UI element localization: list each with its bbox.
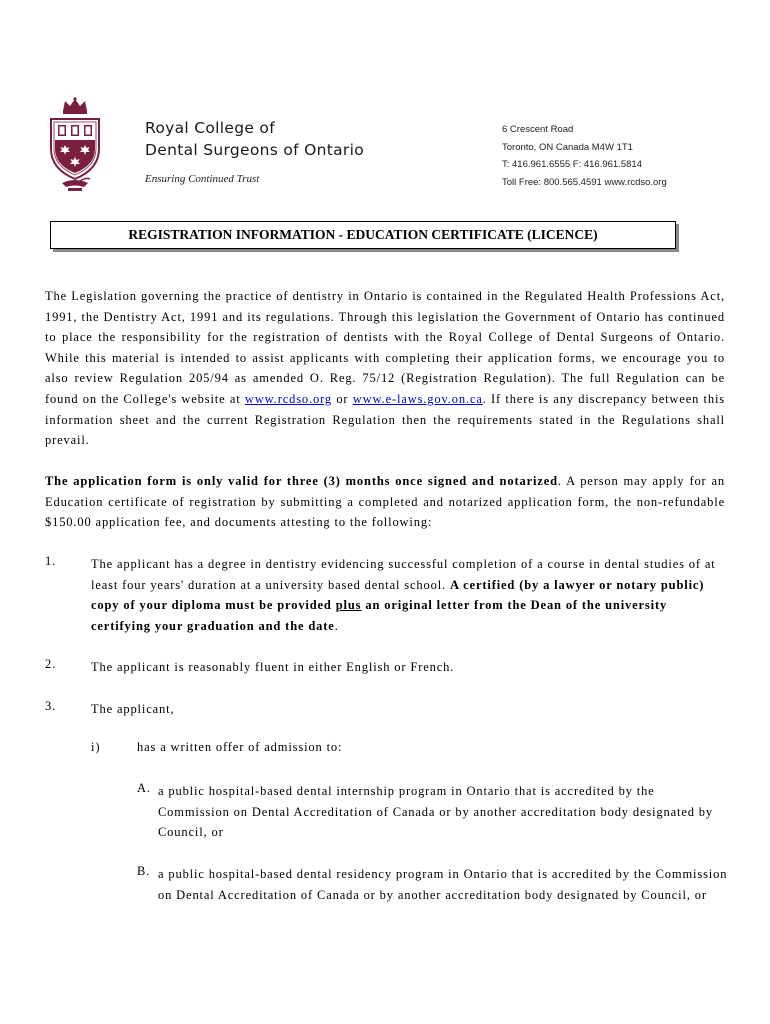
tagline: Ensuring Continued Trust [145, 173, 260, 185]
item1-bold-b: an original letter from the Dean of the university certifying your graduation and the date [91, 598, 668, 633]
intro-or: or [332, 391, 353, 406]
item3-number: 3. [45, 699, 57, 713]
item1-number: 1. [45, 554, 57, 568]
option-b-letter: B. [137, 864, 151, 878]
option-a-letter: A. [137, 781, 151, 795]
item1-end: . [334, 618, 339, 633]
validity-rest: . A person may apply for an Education certificate of registration by submitting a completed and notarized application form, the non-refundable $150.00 application fee, and documents attesting to the following: [45, 474, 725, 530]
org-name-line2: Dental Surgeons of Ontario [145, 141, 364, 159]
item1-plus: plus [335, 598, 362, 613]
sub-item-i-text: has a written offer of admission to: [137, 740, 343, 754]
validity-paragraph [45, 471, 725, 533]
address-tollfree-web: Toll Free: 800.565.4591 www.rcdso.org [502, 176, 667, 188]
item2-text: The applicant is reasonably fluent in either English or French. [91, 660, 455, 674]
document-title: REGISTRATION INFORMATION - EDUCATION CERTIFICATE (LICENCE) [128, 227, 598, 242]
validity-notice: The application form is only valid for three (3) months once signed and notarized [45, 474, 558, 488]
contact-address [502, 121, 667, 191]
org-name-line1: Royal College of [145, 119, 275, 137]
organization-name [145, 117, 364, 161]
option-a-text: a public hospital-based dental internship program in Ontario that is accredited by the Commission on Dental Accreditation of Canada or by another accreditation body designated by Council, or [158, 784, 713, 840]
rcdso-link[interactable]: www.rcdso.org [244, 391, 332, 406]
address-street: 6 Crescent Road [502, 124, 574, 135]
sub-item-i-number: i) [91, 740, 101, 754]
item2-number: 2. [45, 657, 57, 671]
address-city: Toronto, ON Canada M4W 1T1 [502, 141, 633, 153]
elaws-link[interactable]: www.e-laws.gov.on.ca [352, 391, 483, 406]
option-b-text: a public hospital-based dental residency program in Ontario that is accredited by the Commission on Dental Accreditation of Canada or by another accreditation body designated by Council, or [158, 867, 728, 902]
title-box [50, 221, 676, 249]
item3-text: The applicant, [91, 702, 175, 716]
item1-bold-a: A certified (by a lawyer or notary public) copy of your diploma must be provided [91, 577, 705, 613]
intro-text: The Legislation governing the practice of dentistry in Ontario is contained in the Regulated Health Professions Act, 1991, the Dentistry Act, 1991 and its regulations. Through this legislation the Government of Ontario has continued to place the responsibility for the registration of dentists with the Royal College of Dental Surgeons of Ontario. While this material is intended to assist applicants with completing their application forms, we encourage you to also review Regulation 205/94 as amended O. Reg. 75/12 (Registration Regulation). The full Regulation can be found on the College's website at [45, 289, 725, 406]
item1-body: The applicant has a degree in dentistry evidencing successful completion of a course in dental studies of at least four years' duration at a university based dental school. [91, 557, 716, 592]
item1-text [91, 554, 725, 636]
college-crest-logo [50, 97, 100, 193]
intro-paragraph [45, 286, 725, 451]
address-phone-fax: T: 416.961.6555 F: 416.961.5814 [502, 159, 642, 170]
intro-text-end: . If there is any discrepancy between this information sheet and the current Registration Regulation then the requirements stated in the Regulations shall prevail. [45, 391, 725, 448]
